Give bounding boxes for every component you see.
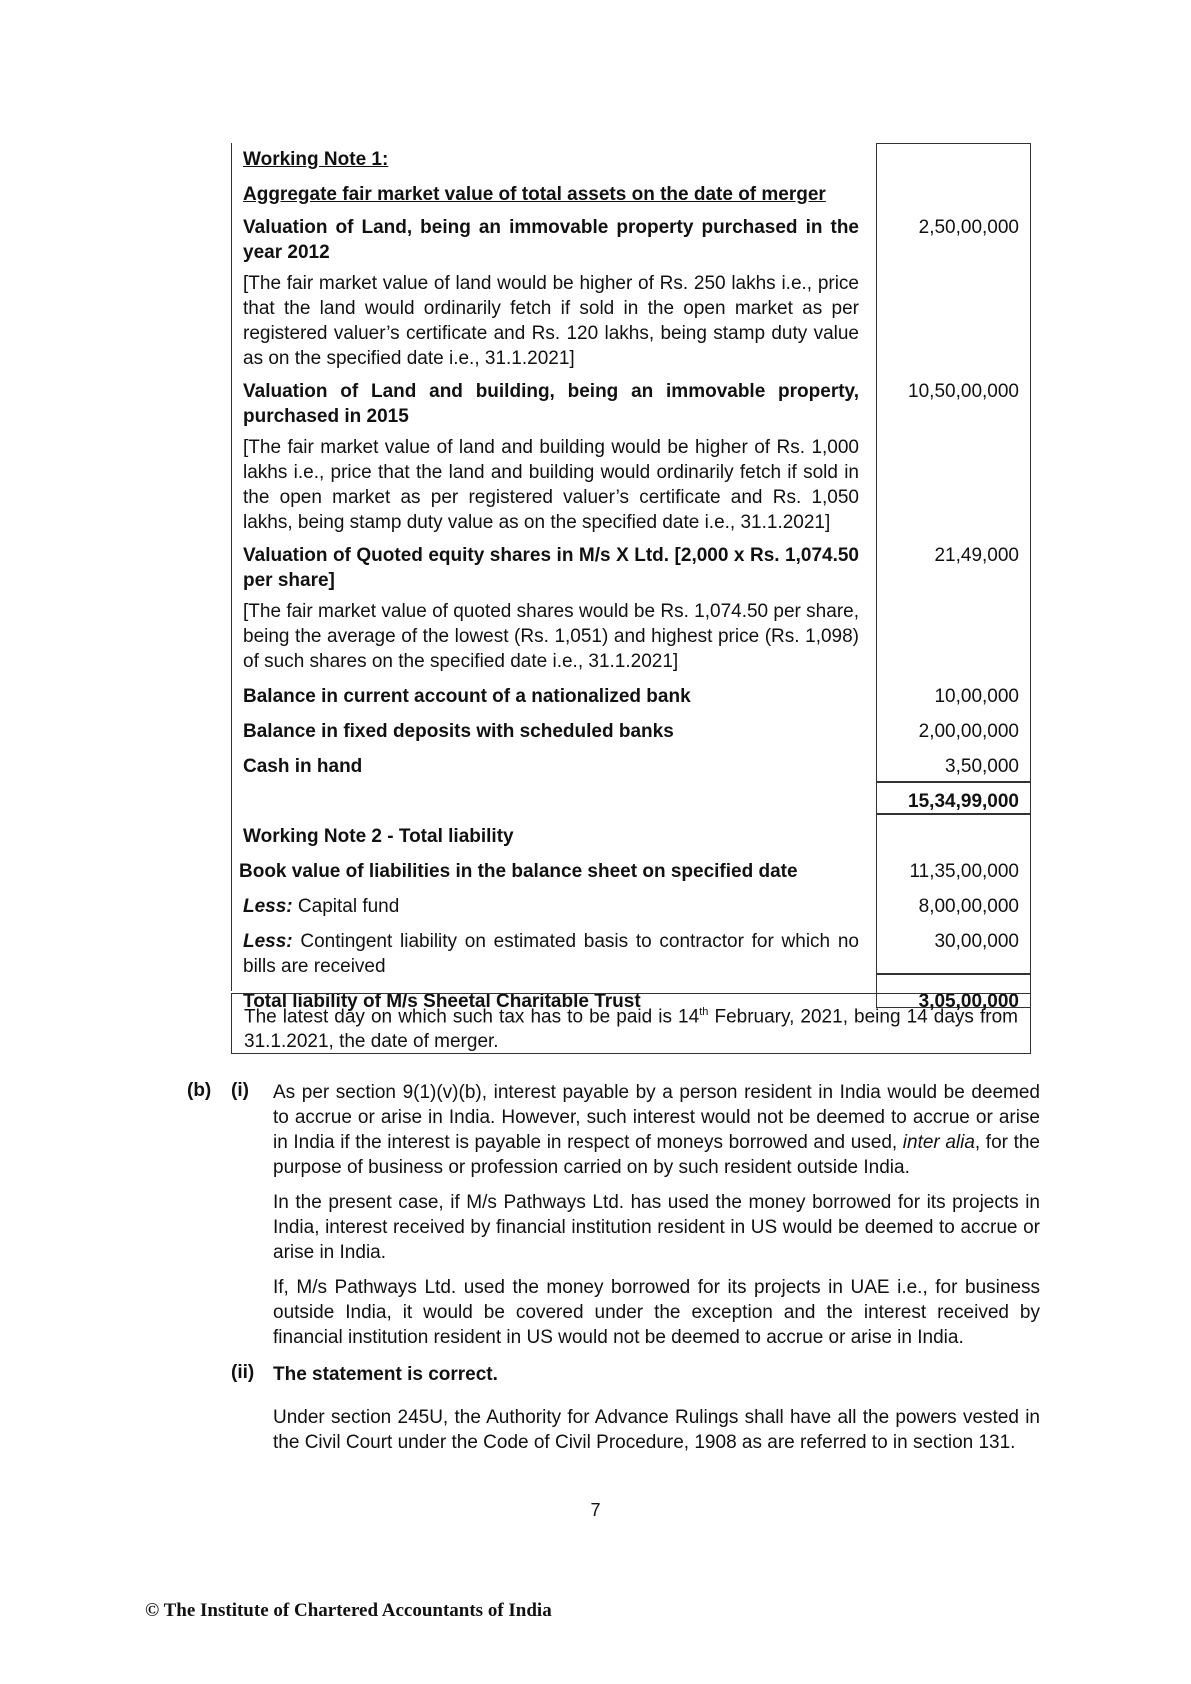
shares-label: Valuation of Quoted equity shares in M/s X Ltd. [2,000 x Rs. 1,074.50 per share]	[243, 545, 859, 591]
para-section-9	[273, 1080, 1040, 1180]
land-note: [The fair market value of land would be higher of Rs. 250 lakhs i.e., price that the land would ordinarily fetch if sold in the open market as per registered valuer’s certificate and Rs. 120 lakhs, being stamp duty value as on the specified date i.e., 31.1.2021]	[243, 273, 859, 369]
label-ii: (ii)	[231, 1362, 255, 1383]
land-note-row	[231, 267, 1031, 377]
para-section-9-start: As per section 9(1)(v)(b), interest payable by a person resident in India would be deemed to accrue or arise in India. However, such interest would not be deemed to accrue or arise in India if the interest is payable in respect of moneys borrowed and used,	[273, 1082, 1040, 1153]
wn1-title-row	[231, 143, 1031, 178]
land-amount: 2,50,00,000	[918, 217, 1019, 238]
capital-fund-label: Capital fund	[292, 896, 400, 917]
capital-fund-prefix: Less:	[243, 896, 293, 917]
land-building-note-row	[231, 431, 1031, 541]
shares-row	[231, 541, 1031, 595]
label-i: (i)	[231, 1080, 249, 1101]
last-day-superscript: th	[699, 1006, 709, 1018]
shares-note-row	[231, 595, 1031, 680]
para-uae-projects: If, M/s Pathways Ltd. used the money borrowed for its projects in UAE i.e., for business outside India, it would be covered under the exception and the interest received by financial institution resident in US would not be deemed to accrue or arise in India.	[273, 1277, 1040, 1348]
wn1-subtitle: Aggregate fair market value of total assets on the date of merger	[243, 184, 826, 205]
land-building-amount: 10,50,00,000	[908, 381, 1019, 402]
fixed-deposits-row	[231, 715, 1031, 750]
fixed-deposits-amount: 2,00,00,000	[918, 721, 1019, 742]
cash-amount: 3,50,000	[945, 756, 1019, 777]
para-present-case: In the present case, if M/s Pathways Ltd. has used the money borrowed for its projects in India, interest received by financial institution resident in US would be deemed to accrue or arise in India.	[273, 1192, 1040, 1263]
label-b: (b)	[187, 1080, 212, 1101]
para-section-9-end: , for the purpose of business or profession carried on by such resident outside India.	[273, 1132, 1040, 1178]
current-account-amount: 10,00,000	[934, 686, 1019, 707]
shares-note: [The fair market value of quoted shares would be Rs. 1,074.50 per share, being the average of the lowest (Rs. 1,051) and highest price (Rs. 1,098) of such shares on the specified date i.e., 31.1.2021]	[243, 601, 859, 672]
land-building-note: [The fair market value of land and building would be higher of Rs. 1,000 lakhs i.e., price that the land and building would ordinarily fetch if sold in the open market as per registered valuer’s certificate and Rs. 1,050 lakhs, being stamp duty value as on the specified date i.e., 31.1.2021]	[243, 437, 859, 533]
land-building-row	[231, 377, 1031, 431]
contingent-text	[231, 925, 871, 985]
wn1-subtitle-row	[231, 178, 1031, 213]
book-value-amount: 11,35,00,000	[909, 861, 1019, 882]
contingent-prefix: Less:	[243, 931, 293, 952]
land-building-label: Valuation of Land and building, being an immovable property, purchased in 2015	[243, 381, 859, 427]
cash-row	[231, 750, 1031, 785]
page-number: 7	[590, 1500, 601, 1520]
assets-total: 15,34,99,000	[908, 791, 1019, 812]
contingent-label: Contingent liability on estimated basis to contractor for which no bills are received	[243, 931, 859, 977]
wn2-title: Working Note 2 - Total liability	[243, 826, 514, 847]
liabilities-total-label: Total liability of M/s Sheetal Charitable Trust	[243, 991, 641, 1012]
assets-total-row	[231, 785, 1031, 820]
last-day-note	[231, 993, 1031, 1054]
wn1-title: Working Note 1:	[243, 149, 389, 170]
current-account-row	[231, 680, 1031, 715]
capital-fund-text	[231, 890, 871, 925]
book-value-row	[231, 855, 1031, 890]
statement-correct-heading: The statement is correct.	[273, 1364, 498, 1385]
book-value-label: Book value of liabilities in the balance sheet on specified date	[239, 861, 798, 882]
contingent-row	[231, 925, 1031, 985]
para-section-245u: Under section 245U, the Authority for Advance Rulings shall have all the powers vested in the Civil Court under the Code of Civil Procedure, 1908 as are referred to in section 131.	[273, 1407, 1040, 1453]
capital-fund-amount: 8,00,00,000	[918, 896, 1019, 917]
capital-fund-row	[231, 890, 1031, 925]
wn2-title-row	[231, 820, 1031, 855]
last-day-text-start: The latest day on which such tax has to be paid is 14	[244, 1006, 700, 1028]
cash-label: Cash in hand	[243, 756, 363, 777]
footer-copyright: © The Institute of Chartered Accountants of India	[145, 1600, 552, 1621]
shares-amount: 21,49,000	[934, 545, 1019, 566]
last-day-text-end: February, 2021, being 14 days from 31.1.2021, the date of merger.	[244, 1006, 1019, 1053]
current-account-label: Balance in current account of a nationalized bank	[243, 686, 691, 707]
working-notes-table	[231, 143, 1031, 1020]
para-section-9-italic: inter alia	[902, 1132, 975, 1153]
land-row	[231, 213, 1031, 267]
contingent-amount: 30,00,000	[934, 931, 1019, 952]
liabilities-total-amount: 3,05,00,000	[918, 991, 1019, 1012]
fixed-deposits-label: Balance in fixed deposits with scheduled banks	[243, 721, 674, 742]
land-label: Valuation of Land, being an immovable property purchased in the year 2012	[243, 217, 859, 263]
